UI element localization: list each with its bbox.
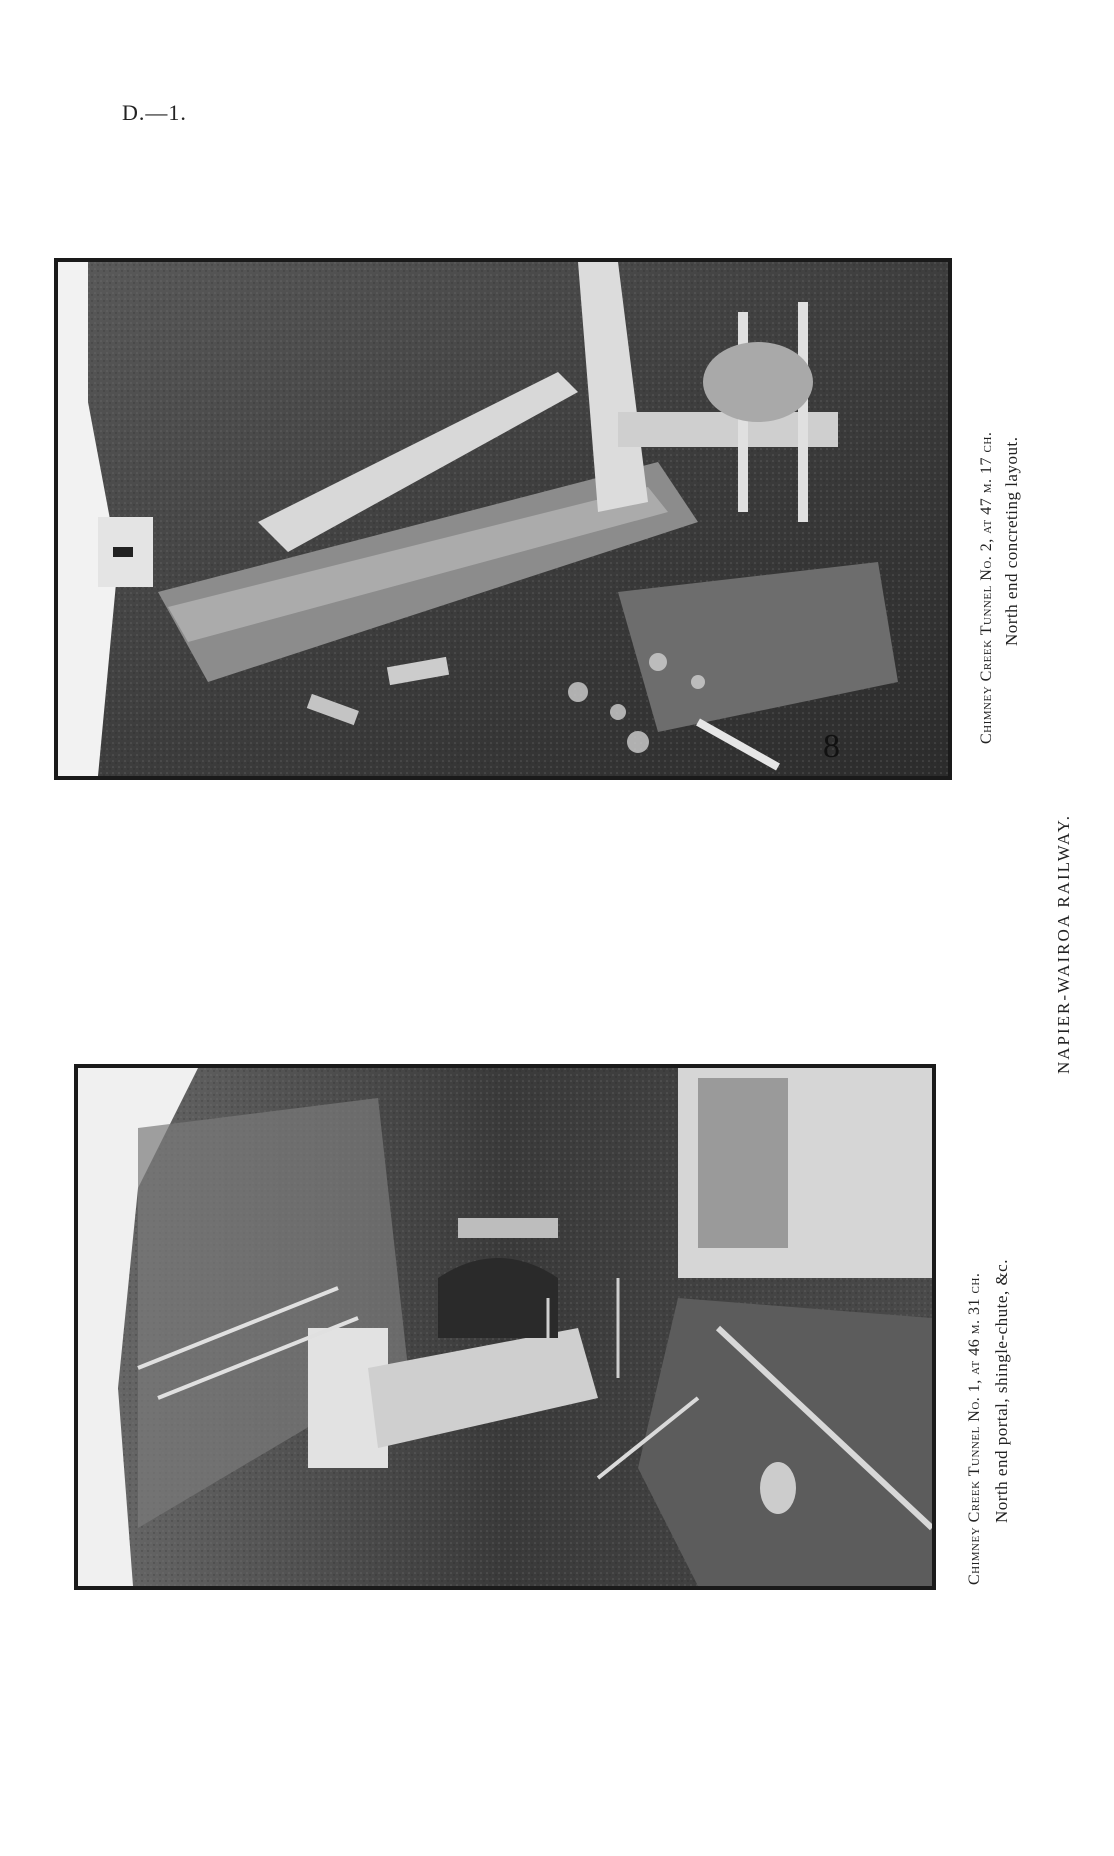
- photo-tunnel-no-1-image: [78, 1068, 932, 1586]
- photo-tunnel-no-2: [54, 258, 952, 780]
- figure-subtitle-tunnel-no-1: North end portal, shingle-chute, &c.: [992, 1259, 1011, 1523]
- figure-title-tunnel-no-2: Chimney Creek Tunnel No. 2, at 47 m. 17 ch.: [978, 431, 995, 744]
- figure-title-tunnel-no-1: Chimney Creek Tunnel No. 1, at 46 m. 31 ch.: [966, 1272, 983, 1585]
- photo-tunnel-no-2-image: [58, 262, 948, 776]
- photo-mark: 8: [823, 728, 840, 765]
- running-title: NAPIER-WAIROA RAILWAY.: [1054, 814, 1073, 1074]
- photo-tunnel-no-1: [74, 1064, 936, 1590]
- page-reference: D.—1.: [122, 100, 187, 125]
- figure-subtitle-tunnel-no-2: North end concreting layout.: [1002, 436, 1021, 646]
